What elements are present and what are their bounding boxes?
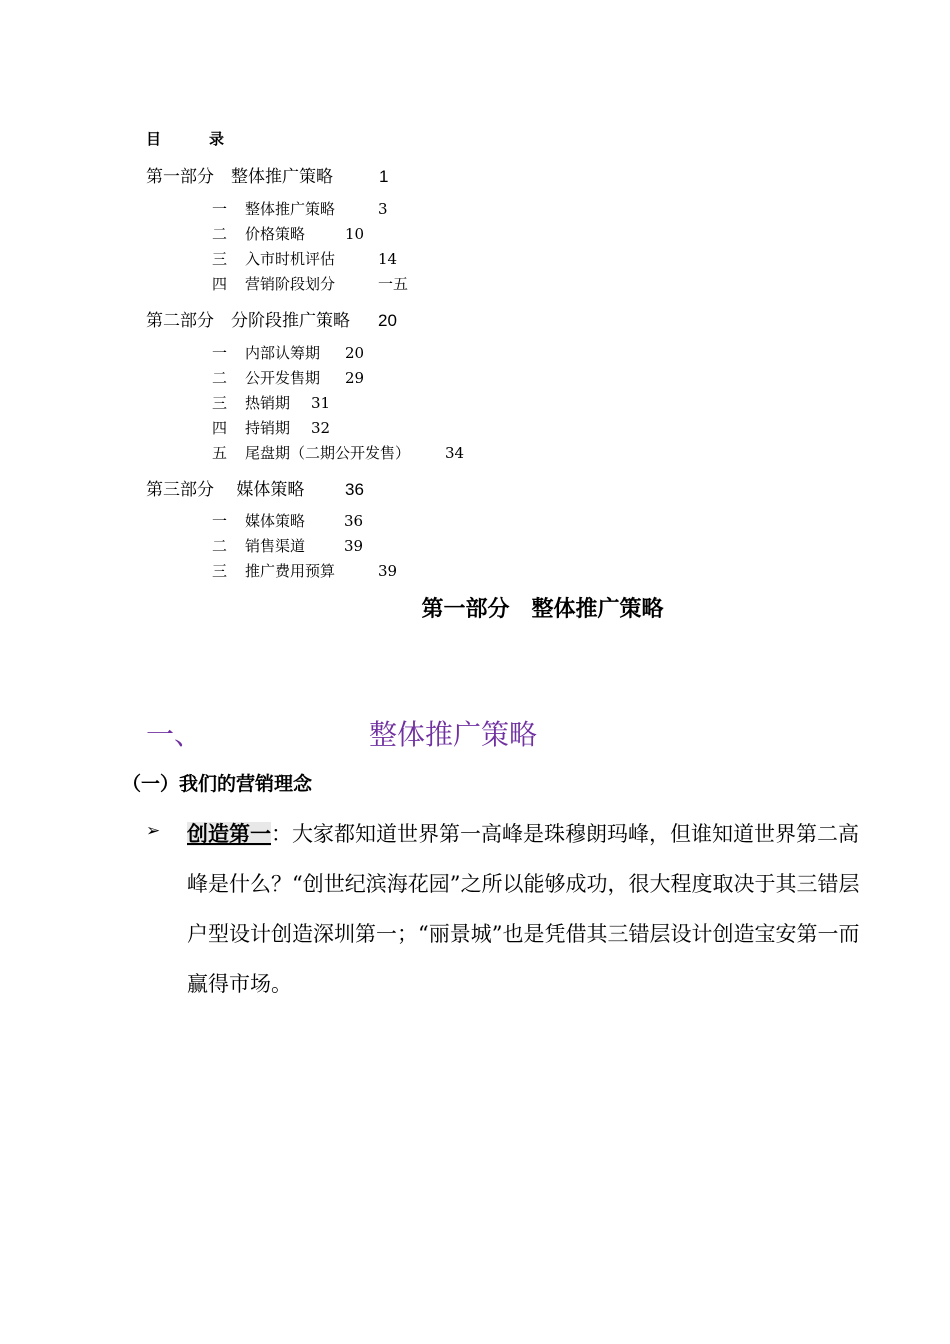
heading1-title: 整体推广策略 (369, 718, 538, 751)
toc-item[interactable]: 一 媒体策略 36 (212, 512, 364, 530)
toc-item[interactable]: 三 入市时机评估 14 (212, 250, 398, 268)
toc-item[interactable]: 三 推广费用预算 39 (212, 562, 398, 580)
toc-item[interactable]: 二 公开发售期 29 (212, 369, 365, 387)
toc-item[interactable]: 二 价格策略 10 (212, 225, 365, 243)
toc-item[interactable]: 一 内部认筹期 20 (212, 344, 365, 362)
toc-part-3[interactable] (146, 475, 364, 500)
toc-part-1[interactable] (146, 162, 388, 187)
section-heading: 第一部分 整体推广策略 (421, 597, 664, 622)
toc-item[interactable]: 一 整体推广策略 3 (212, 200, 388, 218)
toc-part-page: 20 (378, 311, 397, 330)
paragraph-lead: 创造第一 (187, 822, 271, 846)
toc-item[interactable]: 四 营销阶段划分 一五 (212, 275, 409, 293)
toc-item[interactable]: 二 销售渠道 39 (212, 537, 364, 555)
toc-part-page: 36 (345, 480, 364, 499)
paragraph-colon: ： (271, 822, 292, 846)
paragraph-text: 大家都知道世界第一高峰是珠穆朗玛峰，但谁知道世界第二高峰是什么？“创世纪滨海花园”之所以能够成功，很大程度取决于其三错层户型设计创造深圳第一；“丽景城”也是凭借其三错层设计创造宝安第一而赢得市场。 (187, 822, 860, 996)
toc-item[interactable]: 四 持销期 32 (212, 419, 331, 437)
toc-item[interactable]: 三 热销期 31 (212, 394, 331, 412)
toc-part-label: 第三部分 媒体策略 (146, 480, 305, 500)
bullet-arrow-icon: ➢ (146, 821, 161, 841)
toc-item[interactable]: 五 尾盘期（二期公开发售） 34 (212, 444, 465, 462)
toc-part-2[interactable] (146, 306, 397, 331)
heading1-number: 一、 (146, 718, 203, 751)
toc-part-label: 第二部分 分阶段推广策略 (146, 311, 350, 331)
heading2: （一）我们的营销理念 (122, 773, 313, 795)
paragraph (187, 809, 877, 1009)
toc-part-label: 第一部分 整体推广策略 (146, 167, 333, 187)
toc-part-page: 1 (379, 167, 389, 186)
toc-title: 目 录 (146, 130, 225, 148)
